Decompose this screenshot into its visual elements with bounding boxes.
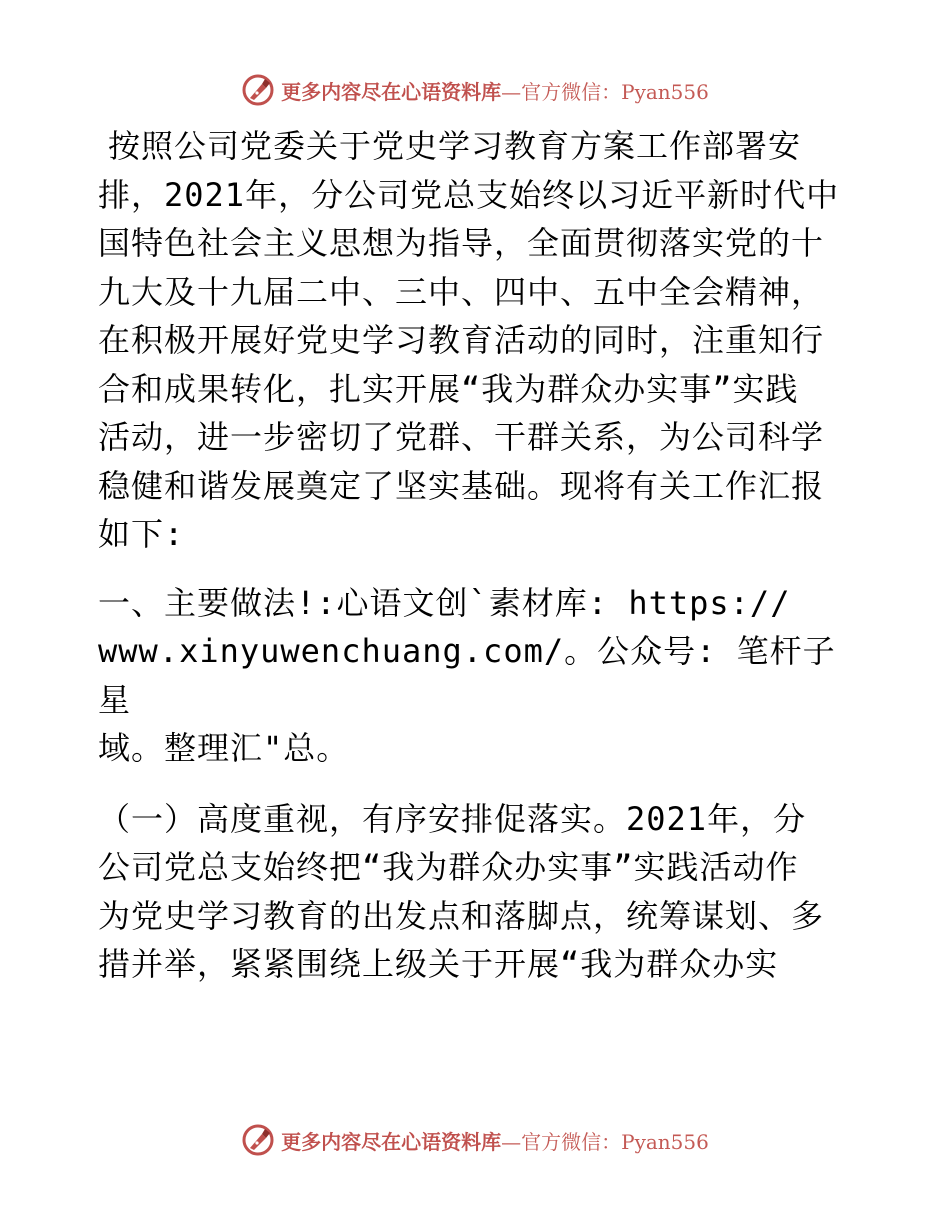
pen-nib-logo-icon xyxy=(241,73,275,107)
subsection-paragraph-1: （一）高度重视，有序安排促落实。2021年，分 公司党总支始终把“我为群众办实事”实践活动作 为党史学习教育的出发点和落脚点，统筹谋划、多 措并举，紧紧围绕上级关于开展“我为群众办实 xyxy=(98,799,825,983)
header-banner-inner xyxy=(241,73,709,107)
footer-banner-inner xyxy=(241,1123,709,1157)
footer-banner-rest: —官方微信：Pyan556 xyxy=(501,1129,709,1154)
footer-banner-main: 更多内容尽在心语资料库 xyxy=(281,1129,502,1154)
header-banner-text xyxy=(281,76,709,105)
pen-nib-logo-icon xyxy=(241,1123,275,1157)
footer-banner-text xyxy=(281,1126,709,1155)
header-banner-rest: —官方微信：Pyan556 xyxy=(501,79,709,104)
section-heading-main-practices: 一、主要做法!:心语文创`素材库: https:// www.xinyuwenchuang.com/。公众号: 笔杆子星 域。整理汇"总。 xyxy=(98,583,836,767)
header-banner xyxy=(0,70,950,110)
footer-banner xyxy=(0,1120,950,1160)
intro-paragraph: 按照公司党委关于党史学习教育方案工作部署安 排，2021年，分公司党总支始终以习近平新时代中 国特色社会主义思想为指导，全面贯彻落实党的十 九大及十九届二中、三中、四中、五中全会精神， 在积极开展好党史学习教育活动的同时，注重知行 合和成果转化，扎实开展“我为群众办实事”实践 活动，进一步密切了党群、干群关系，为公司科学 稳健和谐发展奠定了坚实基础。现将有关工作汇报 如下: xyxy=(98,127,840,553)
header-banner-main: 更多内容尽在心语资料库 xyxy=(281,79,502,104)
document-body xyxy=(98,122,858,989)
